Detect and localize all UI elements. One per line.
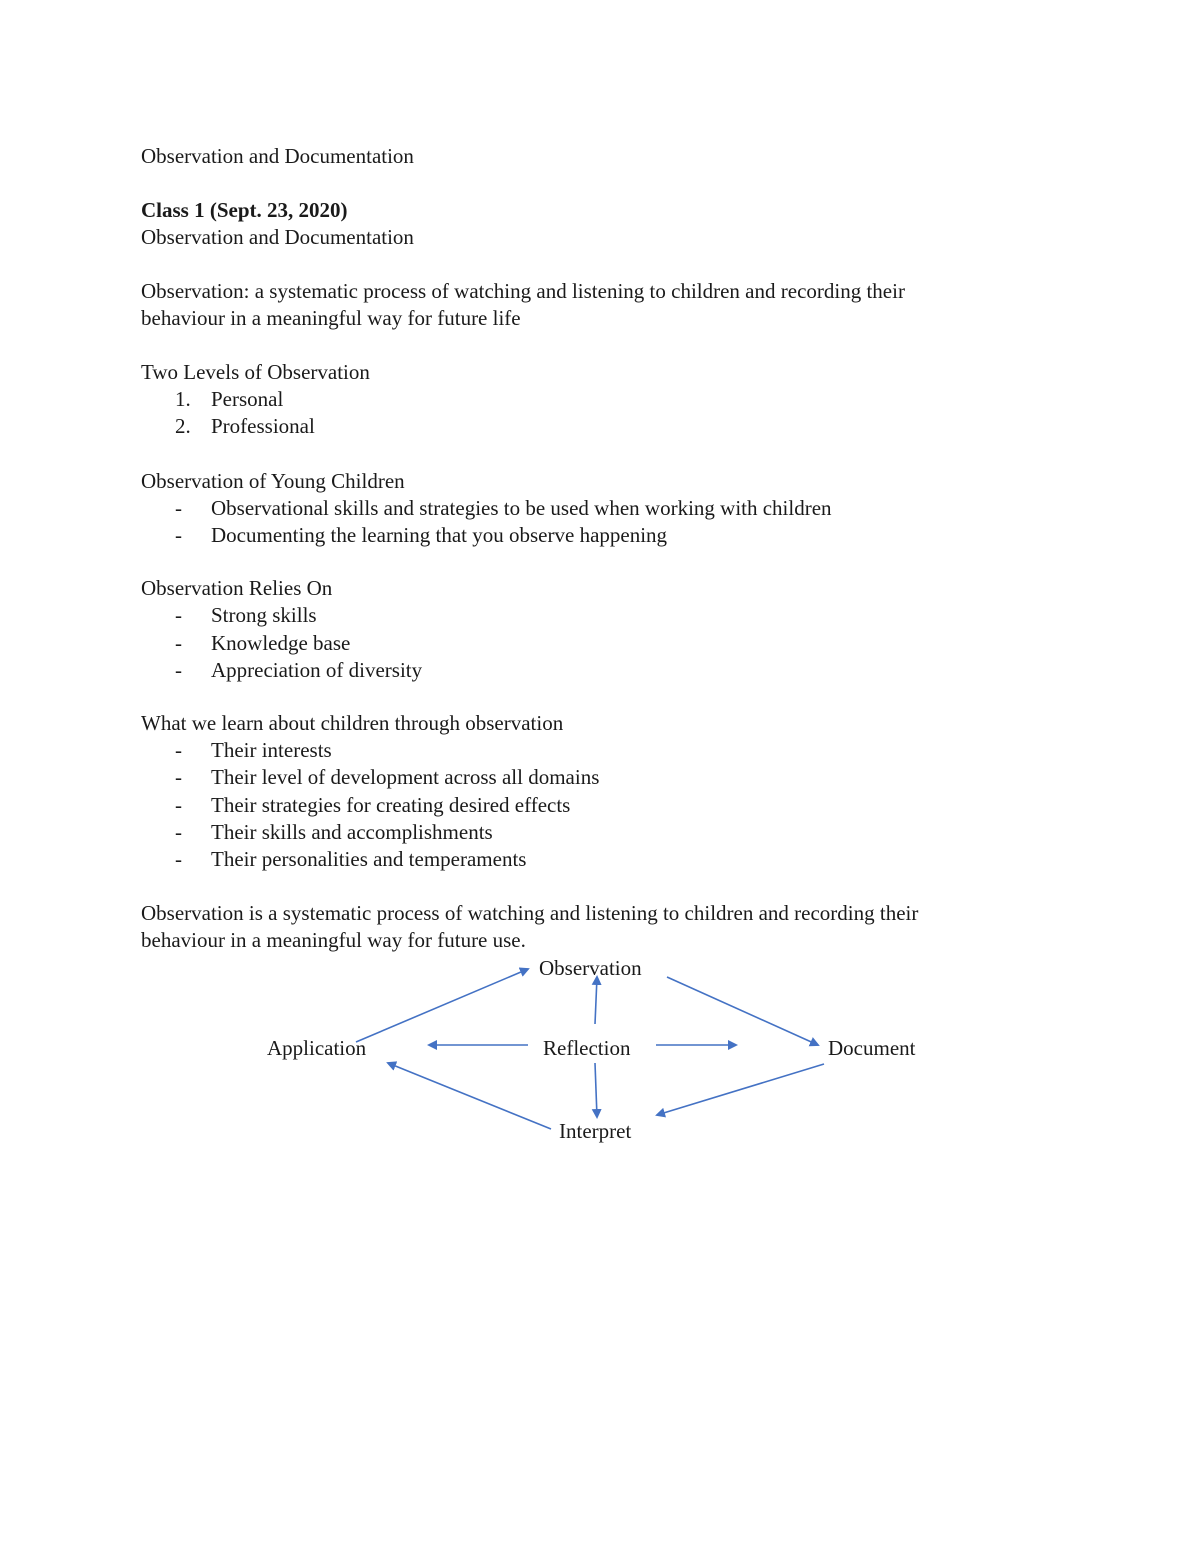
node-document: Document <box>828 1036 916 1060</box>
list-item-text: Appreciation of diversity <box>211 658 423 682</box>
class-title: Class 1 (Sept. 23, 2020) <box>141 198 348 222</box>
list-item-text: Knowledge base <box>211 631 351 655</box>
list-marker: - <box>175 738 182 762</box>
definition-line-1: Observation: a systematic process of watching and listening to children and recording their <box>141 279 905 303</box>
list-item-text: Their strategies for creating desired effects <box>211 793 571 817</box>
list-item-text: Their interests <box>211 738 332 762</box>
class-subtitle: Observation and Documentation <box>141 225 414 249</box>
list-item-text: Documenting the learning that you observe happening <box>211 523 668 547</box>
list-marker: - <box>175 847 182 871</box>
list-marker: - <box>175 523 182 547</box>
arrow-reflection-to-interpret <box>595 1063 597 1117</box>
list-marker: - <box>175 496 182 520</box>
list-marker: 2. <box>175 414 191 438</box>
list-marker: - <box>175 631 182 655</box>
list-item-text: Their skills and accomplishments <box>211 820 493 844</box>
arrow-observation-to-document <box>667 977 818 1045</box>
node-observation: Observation <box>539 956 642 980</box>
list-marker: - <box>175 658 182 682</box>
list-marker: - <box>175 820 182 844</box>
learn-heading: What we learn about children through observation <box>141 711 564 735</box>
arrow-application-to-observation <box>356 969 528 1042</box>
node-application: Application <box>267 1036 367 1060</box>
arrow-document-to-interpret <box>657 1064 824 1115</box>
list-item-text: Personal <box>211 387 284 411</box>
list-marker: - <box>175 765 182 789</box>
list-item-text: Their level of development across all domains <box>211 765 600 789</box>
levels-heading: Two Levels of Observation <box>141 360 370 384</box>
node-reflection: Reflection <box>543 1036 631 1060</box>
closing-line-2: behaviour in a meaningful way for future use. <box>141 928 526 952</box>
list-item-text: Strong skills <box>211 603 317 627</box>
young-children-heading: Observation of Young Children <box>141 469 405 493</box>
list-marker: - <box>175 793 182 817</box>
arrow-reflection-to-observation <box>595 977 597 1024</box>
list-marker: 1. <box>175 387 191 411</box>
document-header: Observation and Documentation <box>141 144 414 168</box>
definition-line-2: behaviour in a meaningful way for future life <box>141 306 521 330</box>
node-interpret: Interpret <box>559 1119 632 1143</box>
list-item-text: Their personalities and temperaments <box>211 847 527 871</box>
arrow-interpret-to-application <box>388 1063 551 1129</box>
closing-line-1: Observation is a systematic process of watching and listening to children and recording their <box>141 901 919 925</box>
relies-on-heading: Observation Relies On <box>141 576 333 600</box>
list-item-text: Observational skills and strategies to be used when working with children <box>211 496 832 520</box>
list-marker: - <box>175 603 182 627</box>
list-item-text: Professional <box>211 414 315 438</box>
